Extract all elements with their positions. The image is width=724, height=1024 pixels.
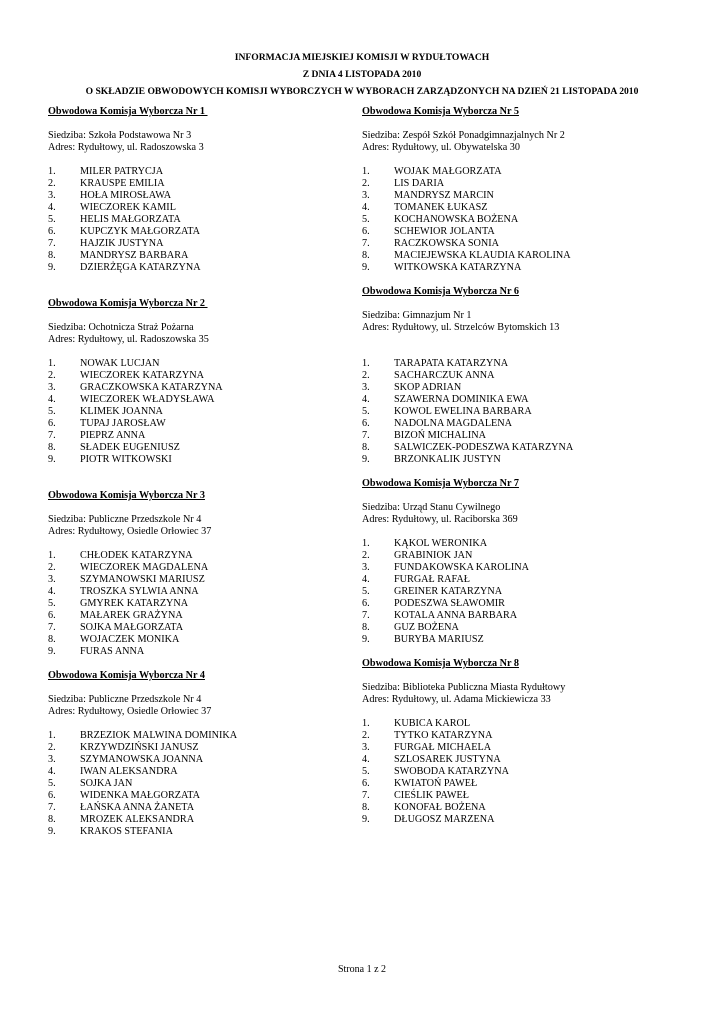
member-row: [362, 598, 682, 610]
member-name: SALWICZEK-PODESZWA KATARZYNA: [394, 442, 574, 453]
member-name: BURYBA MARIUSZ: [394, 634, 484, 645]
member-number: 4.: [48, 202, 56, 213]
member-row: [362, 382, 682, 394]
member-name: TROSZKA SYLWIA ANNA: [80, 586, 199, 597]
member-name: TARAPATA KATARZYNA: [394, 358, 509, 369]
member-row: [48, 622, 338, 634]
member-name: MROZEK ALEKSANDRA: [80, 814, 195, 825]
member-number: 3.: [362, 382, 370, 393]
member-list: [48, 166, 338, 274]
member-row: [362, 634, 682, 646]
member-number: 6.: [362, 598, 370, 609]
member-name: GMYREK KATARZYNA: [80, 598, 189, 609]
member-row: [48, 778, 338, 790]
member-name: KRAKOS STEFANIA: [80, 826, 173, 837]
member-number: 9.: [48, 826, 56, 837]
member-number: 5.: [48, 778, 56, 789]
header-line-2: Z DNIA 4 LISTOPADA 2010: [302, 69, 422, 80]
member-name: PIOTR WITKOWSKI: [80, 454, 172, 465]
member-row: [48, 178, 338, 190]
member-row: [48, 550, 338, 562]
member-number: 6.: [48, 790, 56, 801]
member-number: 1.: [362, 538, 370, 549]
member-number: 9.: [362, 454, 370, 465]
member-list: [48, 358, 338, 466]
member-row: [362, 778, 682, 790]
member-number: 4.: [48, 766, 56, 777]
commission-address: Adres: Rydułtowy, ul. Strzelców Bytomskich 13: [362, 322, 560, 333]
member-list: [362, 166, 682, 274]
member-name: MACIEJEWSKA KLAUDIA KAROLINA: [394, 250, 571, 261]
commission-address: Adres: Rydułtowy, ul. Radoszowska 35: [48, 334, 209, 345]
member-number: 1.: [48, 730, 56, 741]
member-number: 9.: [362, 262, 370, 273]
member-number: 6.: [362, 778, 370, 789]
member-row: [48, 382, 338, 394]
member-name: HELIS MAŁGORZATA: [80, 214, 181, 225]
member-list: [48, 550, 338, 658]
member-number: 6.: [48, 226, 56, 237]
commission-seat: Siedziba: Szkoła Podstawowa Nr 3: [48, 130, 192, 141]
member-name: SZYMANOWSKI MARIUSZ: [80, 574, 205, 585]
member-number: 9.: [362, 814, 370, 825]
member-row: [48, 166, 338, 178]
member-name: SACHARCZUK ANNA: [394, 370, 495, 381]
member-name: WIECZOREK MAGDALENA: [80, 562, 209, 573]
member-number: 8.: [362, 442, 370, 453]
member-row: [48, 238, 338, 250]
member-name: SOJKA JAN: [80, 778, 133, 789]
member-row: [48, 754, 338, 766]
member-name: MAŁAREK GRAŻYNA: [80, 610, 183, 621]
commission-title: Obwodowa Komisja Wyborcza Nr 5: [362, 106, 519, 117]
member-row: [362, 622, 682, 634]
member-number: 2.: [48, 562, 56, 573]
member-number: 7.: [362, 238, 370, 249]
member-row: [362, 214, 682, 226]
member-number: 6.: [362, 226, 370, 237]
right-column: [362, 106, 682, 826]
member-number: 1.: [362, 718, 370, 729]
member-number: 8.: [48, 634, 56, 645]
member-number: 7.: [48, 802, 56, 813]
member-row: [362, 178, 682, 190]
member-name: MANDRYSZ BARBARA: [80, 250, 189, 261]
left-column: [48, 106, 338, 838]
member-row: [362, 574, 682, 586]
commission-seat: Siedziba: Zespół Szkół Ponadgimnazjalnych Nr 2: [362, 130, 565, 141]
member-row: [48, 454, 338, 466]
member-number: 6.: [362, 418, 370, 429]
member-number: 3.: [362, 742, 370, 753]
member-row: [362, 250, 682, 262]
member-number: 1.: [48, 550, 56, 561]
member-name: IWAN ALEKSANDRA: [80, 766, 178, 777]
member-name: KWIATOŃ PAWEŁ: [394, 778, 478, 789]
member-number: 5.: [48, 598, 56, 609]
commission-seat: Siedziba: Biblioteka Publiczna Miasta Rydułtowy: [362, 682, 566, 693]
member-name: TUPAJ JAROSŁAW: [80, 418, 166, 429]
member-row: [362, 430, 682, 442]
member-number: 7.: [362, 430, 370, 441]
member-number: 9.: [48, 646, 56, 657]
member-number: 4.: [362, 202, 370, 213]
member-number: 3.: [48, 382, 56, 393]
member-row: [362, 790, 682, 802]
member-row: [48, 826, 338, 838]
member-name: WOJAK MAŁGORZATA: [394, 166, 502, 177]
member-row: [362, 586, 682, 598]
member-number: 2.: [48, 178, 56, 189]
commission-title: Obwodowa Komisja Wyborcza Nr 8: [362, 658, 519, 669]
member-row: [48, 790, 338, 802]
member-row: [48, 406, 338, 418]
member-name: GREINER KATARZYNA: [394, 586, 503, 597]
member-row: [362, 418, 682, 430]
commission-section: [362, 286, 682, 466]
member-name: NADOLNA MAGDALENA: [394, 418, 512, 429]
member-number: 9.: [48, 262, 56, 273]
member-number: 1.: [362, 166, 370, 177]
commission-title: Obwodowa Komisja Wyborcza Nr 2: [48, 298, 208, 309]
member-row: [48, 610, 338, 622]
member-name: SWOBODA KATARZYNA: [394, 766, 509, 777]
member-row: [48, 766, 338, 778]
member-number: 5.: [362, 586, 370, 597]
member-name: MILER PATRYCJA: [80, 166, 164, 177]
member-number: 1.: [362, 358, 370, 369]
commission-section: [362, 478, 682, 646]
member-name: KRZYWDZIŃSKI JANUSZ: [80, 742, 199, 753]
member-row: [48, 634, 338, 646]
member-name: PIEPRZ ANNA: [80, 430, 146, 441]
member-row: [48, 430, 338, 442]
member-row: [48, 370, 338, 382]
member-name: KUBICA KAROL: [394, 718, 471, 729]
member-name: FURGAŁ RAFAŁ: [394, 574, 470, 585]
commission-section: [48, 106, 338, 274]
member-number: 2.: [362, 550, 370, 561]
member-row: [48, 442, 338, 454]
member-name: HOŁA MIROSŁAWA: [80, 190, 172, 201]
member-row: [362, 610, 682, 622]
member-number: 8.: [48, 250, 56, 261]
member-row: [48, 646, 338, 658]
commission-address: Adres: Rydułtowy, Osiedle Orłowiec 37: [48, 706, 212, 717]
member-row: [48, 202, 338, 214]
member-name: KLIMEK JOANNA: [80, 406, 163, 417]
member-row: [362, 814, 682, 826]
member-number: 8.: [48, 814, 56, 825]
member-number: 5.: [48, 406, 56, 417]
member-number: 1.: [48, 358, 56, 369]
commission-address: Adres: Rydułtowy, Osiedle Orłowiec 37: [48, 526, 212, 537]
commission-address: Adres: Rydułtowy, ul. Raciborska 369: [362, 514, 518, 525]
member-number: 4.: [48, 394, 56, 405]
member-number: 6.: [48, 418, 56, 429]
member-name: FURAS ANNA: [80, 646, 145, 657]
member-name: TOMANEK ŁUKASZ: [394, 202, 488, 213]
member-number: 4.: [362, 574, 370, 585]
member-row: [48, 190, 338, 202]
member-number: 2.: [48, 370, 56, 381]
member-name: SZAWERNA DOMINIKA EWA: [394, 394, 529, 405]
member-number: 4.: [362, 394, 370, 405]
member-row: [362, 550, 682, 562]
member-row: [362, 406, 682, 418]
member-row: [362, 202, 682, 214]
member-name: KONOFAŁ BOŻENA: [394, 802, 486, 813]
commission-seat: Siedziba: Ochotnicza Straż Pożarna: [48, 322, 194, 333]
member-row: [362, 190, 682, 202]
member-name: GRACZKOWSKA KATARZYNA: [80, 382, 223, 393]
commission-section: [48, 490, 338, 658]
member-number: 4.: [362, 754, 370, 765]
member-name: SKOP ADRIAN: [394, 382, 462, 393]
commission-address: Adres: Rydułtowy, ul. Radoszowska 3: [48, 142, 204, 153]
commission-section: [362, 106, 682, 274]
member-name: SZLOSAREK JUSTYNA: [394, 754, 501, 765]
member-name: SZYMANOWSKA JOANNA: [80, 754, 204, 765]
member-name: HAJZIK JUSTYNA: [80, 238, 164, 249]
member-number: 8.: [362, 250, 370, 261]
member-row: [362, 166, 682, 178]
member-name: KOTALA ANNA BARBARA: [394, 610, 518, 621]
commission-address: Adres: Rydułtowy, ul. Adama Mickiewicza 33: [362, 694, 551, 705]
member-row: [48, 598, 338, 610]
member-name: DŁUGOSZ MARZENA: [394, 814, 495, 825]
member-number: 7.: [48, 238, 56, 249]
commission-seat: Siedziba: Gimnazjum Nr 1: [362, 310, 472, 321]
member-name: PODESZWA SŁAWOMIR: [394, 598, 505, 609]
member-name: DZIERŻĘGA KATARZYNA: [80, 262, 201, 273]
member-number: 2.: [48, 742, 56, 753]
member-number: 7.: [48, 622, 56, 633]
member-name: WOJACZEK MONIKA: [80, 634, 180, 645]
commission-title: Obwodowa Komisja Wyborcza Nr 3: [48, 490, 205, 501]
member-number: 8.: [48, 442, 56, 453]
member-row: [362, 454, 682, 466]
member-name: GRABINIOK JAN: [394, 550, 473, 561]
header-line-1: INFORMACJA MIEJSKIEJ KOMISJI W RYDUŁTOWACH: [234, 52, 490, 63]
member-number: 9.: [48, 454, 56, 465]
member-name: MANDRYSZ MARCIN: [394, 190, 494, 201]
member-name: WITKOWSKA KATARZYNA: [394, 262, 522, 273]
member-number: 5.: [362, 766, 370, 777]
commission-title: Obwodowa Komisja Wyborcza Nr 1: [48, 106, 208, 117]
member-name: WIDENKA MAŁGORZATA: [80, 790, 201, 801]
member-row: [362, 238, 682, 250]
member-number: 2.: [362, 730, 370, 741]
member-number: 9.: [362, 634, 370, 645]
member-row: [362, 370, 682, 382]
member-row: [48, 226, 338, 238]
commission-seat: Siedziba: Urząd Stanu Cywilnego: [362, 502, 501, 513]
member-row: [362, 262, 682, 274]
commission-title: Obwodowa Komisja Wyborcza Nr 7: [362, 478, 519, 489]
member-list: [362, 718, 682, 826]
member-name: WIECZOREK WŁADYSŁAWA: [80, 394, 215, 405]
member-row: [48, 574, 338, 586]
commission-address: Adres: Rydułtowy, ul. Obywatelska 30: [362, 142, 520, 153]
member-row: [362, 442, 682, 454]
member-row: [48, 562, 338, 574]
member-number: 6.: [48, 610, 56, 621]
member-number: 7.: [362, 610, 370, 621]
member-row: [362, 718, 682, 730]
member-name: KUPCZYK MAŁGORZATA: [80, 226, 201, 237]
member-list: [362, 538, 682, 646]
commission-section: [48, 298, 338, 466]
member-row: [362, 562, 682, 574]
member-row: [48, 394, 338, 406]
member-row: [362, 766, 682, 778]
member-number: 7.: [48, 430, 56, 441]
member-name: NOWAK LUCJAN: [80, 358, 160, 369]
commission-seat: Siedziba: Publiczne Przedszkole Nr 4: [48, 514, 202, 525]
member-name: BRZONKALIK JUSTYN: [394, 454, 501, 465]
member-row: [48, 358, 338, 370]
member-row: [48, 214, 338, 226]
member-number: 4.: [48, 586, 56, 597]
member-list: [48, 730, 338, 838]
member-name: SCHEWIOR JOLANTA: [394, 226, 495, 237]
member-number: 8.: [362, 802, 370, 813]
member-name: GUZ BOŻENA: [394, 622, 459, 633]
commission-section: [362, 658, 682, 826]
member-name: CHŁODEK KATARZYNA: [80, 550, 193, 561]
member-name: WIECZOREK KATARZYNA: [80, 370, 204, 381]
member-row: [362, 730, 682, 742]
member-number: 3.: [48, 574, 56, 585]
member-number: 3.: [48, 190, 56, 201]
member-name: KOCHANOWSKA BOŻENA: [394, 214, 519, 225]
member-number: 7.: [362, 790, 370, 801]
member-name: BRZEZIOK MALWINA DOMINIKA: [80, 730, 238, 741]
member-row: [48, 730, 338, 742]
member-row: [362, 358, 682, 370]
commission-title: Obwodowa Komisja Wyborcza Nr 4: [48, 670, 205, 681]
member-name: CIEŚLIK PAWEŁ: [394, 790, 469, 801]
member-number: 8.: [362, 622, 370, 633]
member-row: [362, 802, 682, 814]
member-row: [362, 226, 682, 238]
member-number: 5.: [48, 214, 56, 225]
member-row: [48, 802, 338, 814]
member-number: 3.: [362, 562, 370, 573]
member-row: [48, 250, 338, 262]
commission-title: Obwodowa Komisja Wyborcza Nr 6: [362, 286, 519, 297]
member-name: BIZOŃ MICHALINA: [394, 430, 486, 441]
member-name: SOJKA MAŁGORZATA: [80, 622, 184, 633]
member-number: 5.: [362, 214, 370, 225]
member-row: [362, 754, 682, 766]
member-name: TYTKO KATARZYNA: [394, 730, 493, 741]
member-number: 2.: [362, 370, 370, 381]
member-name: SŁADEK EUGENIUSZ: [80, 442, 180, 453]
member-row: [48, 814, 338, 826]
member-row: [48, 742, 338, 754]
member-row: [362, 742, 682, 754]
member-number: 2.: [362, 178, 370, 189]
commission-seat: Siedziba: Publiczne Przedszkole Nr 4: [48, 694, 202, 705]
member-row: [48, 262, 338, 274]
member-row: [48, 586, 338, 598]
member-name: KĄKOL WERONIKA: [394, 538, 488, 549]
member-row: [48, 418, 338, 430]
member-number: 1.: [48, 166, 56, 177]
member-name: KOWOL EWELINA BARBARA: [394, 406, 532, 417]
member-number: 3.: [48, 754, 56, 765]
member-name: KRAUSPE EMILIA: [80, 178, 165, 189]
member-name: ŁAŃSKA ANNA ŻANETA: [80, 802, 195, 813]
member-name: FURGAŁ MICHAELA: [394, 742, 492, 753]
member-row: [362, 394, 682, 406]
commission-section: [48, 670, 338, 838]
member-name: LIS DARIA: [394, 178, 445, 189]
member-name: WIECZOREK KAMIL: [80, 202, 176, 213]
member-list: [362, 358, 682, 466]
member-name: RACZKOWSKA SONIA: [394, 238, 499, 249]
member-name: FUNDAKOWSKA KAROLINA: [394, 562, 529, 573]
member-number: 5.: [362, 406, 370, 417]
header-line-3: O SKŁADZIE OBWODOWYCH KOMISJI WYBORCZYCH W WYBORACH ZARZĄDZONYCH NA DZIEŃ 21 LISTOPADA 2010: [85, 86, 639, 97]
member-row: [362, 538, 682, 550]
page-number: Strona 1 z 2: [337, 964, 387, 975]
member-number: 3.: [362, 190, 370, 201]
